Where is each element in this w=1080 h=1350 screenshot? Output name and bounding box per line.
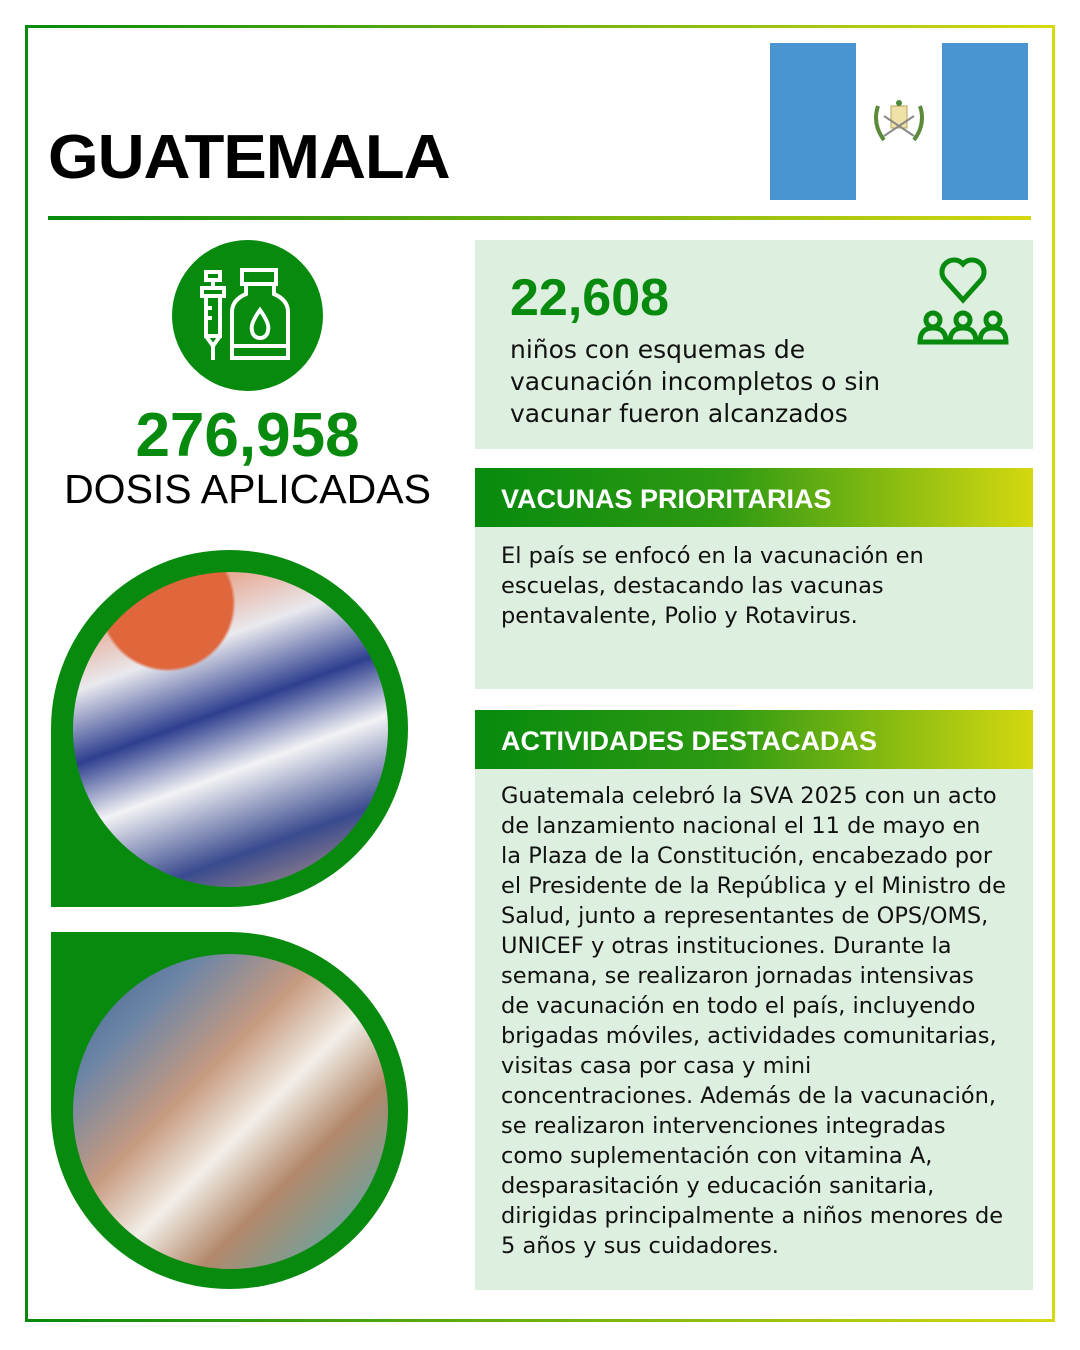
guatemala-flag [770,43,1028,200]
photo-vaccination [51,932,408,1289]
priority-vaccines-text: El país se enfocó en la vacunación en escuelas, destacando las vacunas pentavalente, Polio y Rotavirus. [475,527,1033,689]
photo-launch-event [51,550,408,907]
children-reached-card [475,240,1033,449]
heart-people-icon [917,252,1009,346]
page-title: GUATEMALA [48,123,450,192]
doses-label: DOSIS APLICADAS [64,466,431,512]
activities-text: Guatemala celebró la SVA 2025 con un acto de lanzamiento nacional el 11 de mayo en la Plaza de la Constitución, encabezado por el Presidente de la República y el Ministro de Salud, junto a representantes de OPS/OMS, UNICEF y otras instituciones. Durante la semana, se realizaron jornadas intensivas de vacunación en todo el país, incluyendo brigadas móviles, actividades comunitarias, visitas casa por casa y mini concentraciones. Además de la vacunación, se realizaron intervenciones integradas como suplementación con vitamina A, desparasitación y educación sanitaria, dirigidas principalmente a niños menores de 5 años y sus cuidadores. [475,769,1033,1290]
header-divider [48,216,1031,220]
coat-of-arms-icon [870,96,928,148]
priority-vaccines-heading: VACUNAS PRIORITARIAS [475,468,1033,527]
doses-value: 276,958 [135,401,360,470]
children-value: 22,608 [510,269,670,327]
activities-heading: ACTIVIDADES DESTACADAS [475,710,1033,769]
vaccine-vial-icon [172,240,323,391]
children-description: niños con esquemas de vacunación incompletos o sin vacunar fueron alcanzados [510,335,881,428]
